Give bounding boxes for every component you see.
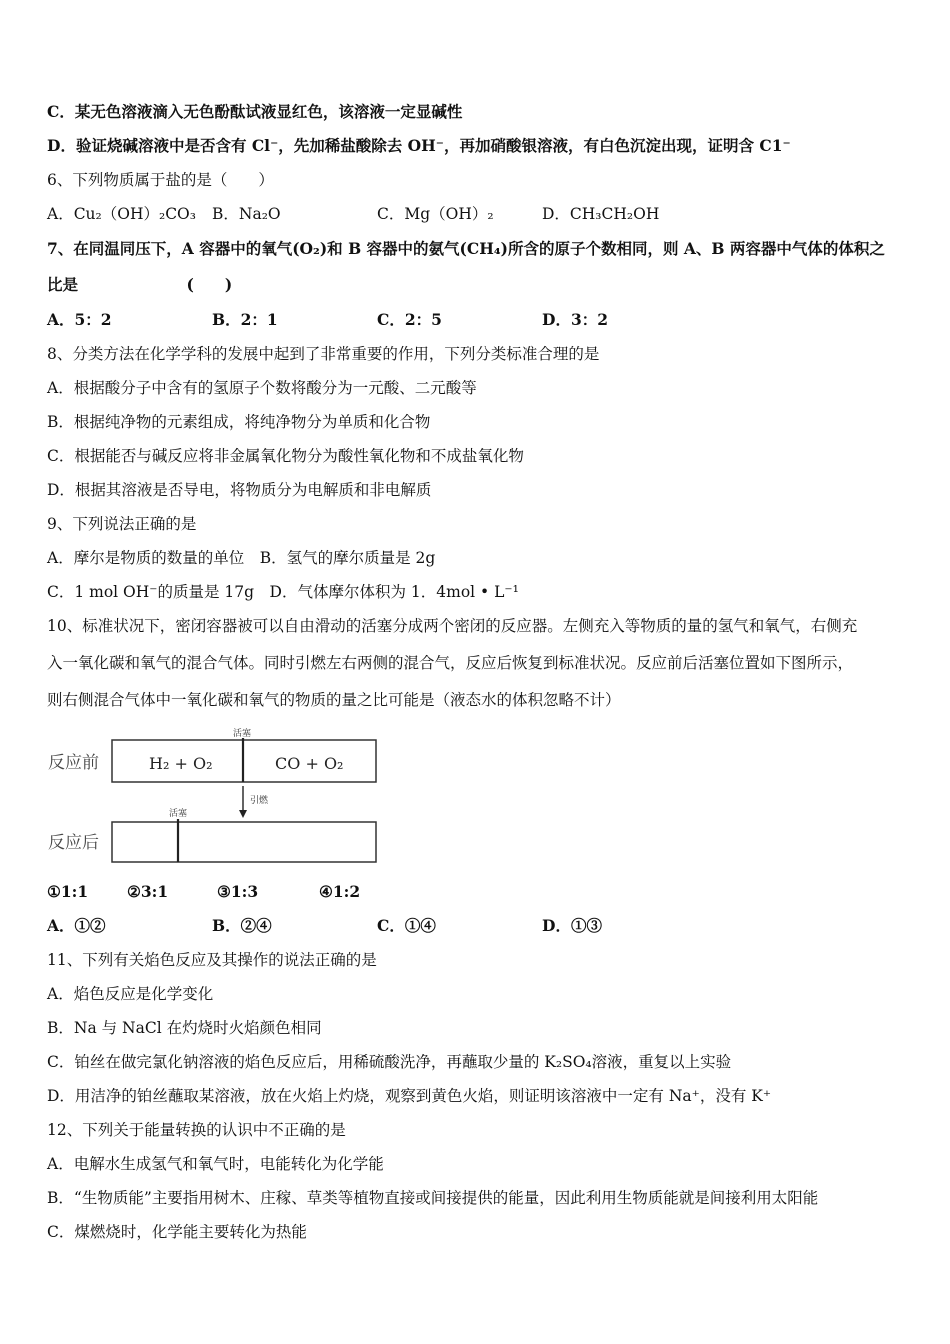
ignite-label: 引燃: [250, 796, 269, 806]
q10-option-c: C．①④: [377, 916, 436, 935]
q10-choice-3: ③1:3: [217, 882, 259, 901]
ignite-arrow-head: [239, 810, 247, 818]
q12-option-a: A．电解水生成氢气和氧气时，电能转化为化学能: [47, 1155, 384, 1173]
question-8: 8、分类方法在化学学科的发展中起到了非常重要的作用，下列分类标准合理的是: [47, 345, 600, 363]
question-10-line3: 则右侧混合气体中一氧化碳和氧气的物质的量之比可能是（液态水的体积忽略不计）: [47, 691, 621, 709]
q9-options-cd: C．1 mol OH⁻的质量是 17g D．气体摩尔体积为 1．4mol • L⁻¹: [47, 583, 519, 601]
after-label: 反应后: [48, 833, 99, 853]
q7-option-c: C．2：5: [377, 310, 442, 329]
question-7-line2: 比是 ( ): [47, 275, 233, 294]
q7-option-b: B．2：1: [212, 310, 278, 329]
q6-option-b: B．Na₂O: [212, 205, 281, 223]
question-12: 12、下列关于能量转换的认识中不正确的是: [47, 1121, 346, 1139]
question-10-line1: 10、标准状况下，密闭容器被可以自由滑动的活塞分成两个密闭的反应器。左侧充入等物质的量的氢气和氧气，右侧充: [47, 617, 858, 635]
q11-option-a: A．焰色反应是化学变化: [47, 985, 214, 1003]
q8-option-b: B．根据纯净物的元素组成，将纯净物分为单质和化合物: [47, 413, 431, 431]
before-label: 反应前: [48, 753, 99, 773]
question-6: 6、下列物质属于盐的是（ ）: [47, 171, 274, 189]
piston-label-before: 活塞: [233, 729, 252, 739]
q12-option-c: C．煤燃烧时，化学能主要转化为热能: [47, 1223, 307, 1241]
q11-option-c: C．铂丝在做完氯化钠溶液的焰色反应后，用稀硫酸洗净，再蘸取少量的 K₂SO₄溶液，重复以上实验: [47, 1053, 732, 1071]
q7-option-a: A．5：2: [47, 310, 112, 329]
question-10-line2: 入一氧化碳和氧气的混合气体。同时引燃左右两侧的混合气，反应后恢复到标准状况。反应前后活塞位置如下图所示，: [47, 654, 854, 672]
q6-option-c: C．Mg（OH）₂: [377, 205, 494, 223]
question-11: 11、下列有关焰色反应及其操作的说法正确的是: [47, 951, 377, 969]
q6-option-a: A．Cu₂（OH）₂CO₃: [47, 205, 196, 223]
q10-option-a: A．①②: [47, 916, 106, 935]
right-gas-label: CO + O₂: [275, 754, 344, 773]
q8-option-d: D．根据其溶液是否导电，将物质分为电解质和非电解质: [47, 481, 432, 499]
option-d-prev: D．验证烧碱溶液中是否含有 Cl⁻，先加稀盐酸除去 OH⁻，再加硝酸银溶液，有白色沉淀出现，证明含 C1⁻: [47, 136, 791, 155]
q7-option-d: D．3：2: [542, 310, 609, 329]
q8-option-c: C．根据能否与碱反应将非金属氧化物分为酸性氧化物和不成盐氧化物: [47, 447, 524, 465]
q6-option-d: D．CH₃CH₂OH: [542, 205, 660, 223]
q11-option-d: D．用洁净的铂丝蘸取某溶液，放在火焰上灼烧，观察到黄色火焰，则证明该溶液中一定有 Na⁺，没有 K⁺: [47, 1087, 772, 1105]
after-container: [112, 822, 376, 862]
q12-option-b: B．“生物质能”主要指用树木、庄稼、草类等植物直接或间接提供的能量，因此利用生物质能就是间接利用太阳能: [47, 1189, 819, 1207]
piston-label-after: 活塞: [169, 809, 188, 819]
left-gas-label: H₂ + O₂: [149, 754, 213, 773]
q10-choice-1: ①1:1: [47, 882, 89, 901]
piston-diagram: [47, 722, 387, 868]
q10-choice-2: ②3:1: [127, 882, 169, 901]
q8-option-a: A．根据酸分子中含有的氢原子个数将酸分为一元酸、二元酸等: [47, 379, 477, 397]
q11-option-b: B．Na 与 NaCl 在灼烧时火焰颜色相同: [47, 1019, 322, 1037]
q10-choice-4: ④1:2: [319, 882, 361, 901]
question-9: 9、下列说法正确的是: [47, 515, 197, 533]
q9-options-ab: A．摩尔是物质的数量的单位 B．氢气的摩尔质量是 2g: [47, 549, 436, 567]
q10-option-b: B．②④: [212, 916, 272, 935]
option-c-prev: C．某无色溶液滴入无色酚酞试液显红色，该溶液一定显碱性: [47, 102, 463, 121]
q10-option-d: D．①③: [542, 916, 602, 935]
question-7-line1: 7、在同温同压下，A 容器中的氧气(O₂)和 B 容器中的氨气(CH₄)所含的原子个数相同，则 A、B 两容器中气体的体积之: [47, 239, 885, 258]
